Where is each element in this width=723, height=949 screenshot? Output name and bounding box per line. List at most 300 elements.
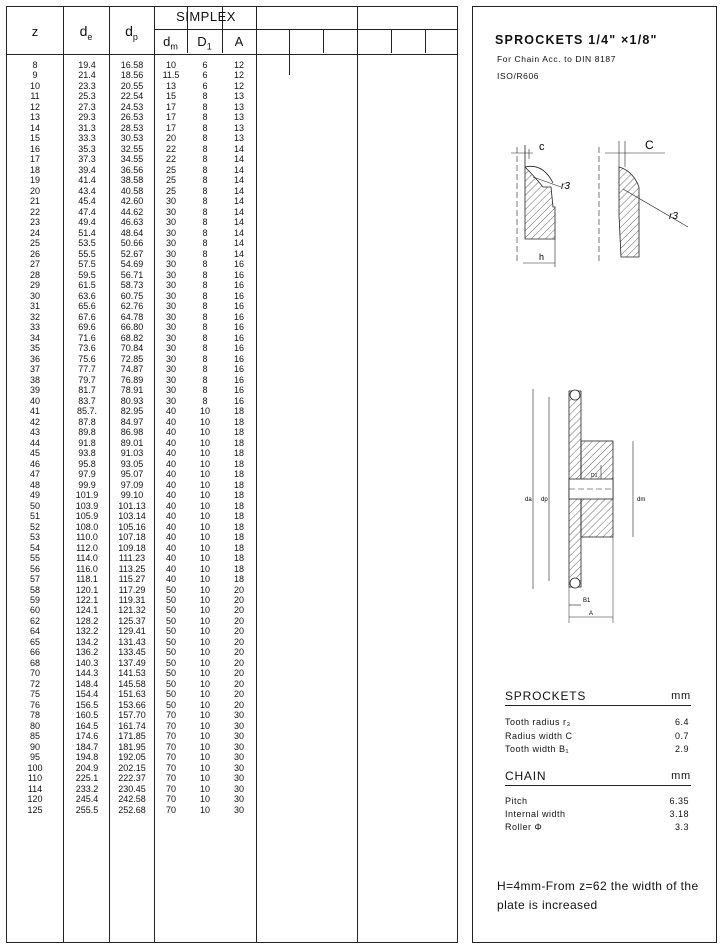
table-row (7, 217, 257, 228)
table-cell: 40 (29, 395, 40, 406)
table-cell: 87.8 (78, 416, 96, 427)
table-cell: 40 (165, 521, 176, 532)
table-cell: 20 (29, 185, 40, 196)
table-cell: 50 (165, 689, 176, 700)
table-cell: 242.58 (118, 794, 146, 805)
table-cell: 181.95 (118, 741, 146, 752)
table-cell: 76.89 (120, 374, 144, 385)
table-row (7, 112, 257, 123)
table-cell: 50.66 (120, 238, 144, 249)
table-cell: 56.71 (120, 269, 144, 280)
table-cell: 18 (233, 427, 244, 438)
table-cell: 42 (29, 416, 40, 427)
table-row (7, 522, 257, 533)
table-cell: 16 (233, 353, 244, 364)
table-cell: 49 (29, 490, 40, 501)
table-cell: 21 (29, 196, 40, 207)
table-cell: 40 (165, 416, 176, 427)
table-row (7, 238, 257, 249)
table-cell: 10 (199, 574, 210, 584)
table-cell: 44 (29, 437, 40, 448)
table-cell: 29.3 (78, 112, 96, 123)
table-cell: 15 (29, 133, 40, 144)
table-cell: 70 (165, 762, 176, 773)
table-cell: 30 (165, 248, 176, 259)
table-cell: 68 (29, 657, 40, 668)
table-cell: 10 (199, 594, 210, 605)
table-cell: 40 (165, 427, 176, 438)
table-cell: 16 (233, 395, 244, 406)
table-cell: 20 (165, 133, 176, 144)
table-cell: 17 (29, 154, 40, 165)
chain-heading: CHAIN mm (505, 769, 691, 786)
table-cell: 70 (165, 741, 176, 752)
table-row (7, 794, 257, 805)
table-cell: 70 (165, 752, 176, 763)
table-row (7, 322, 257, 333)
table-cell: 14 (233, 206, 244, 217)
table-cell: 15 (165, 91, 176, 102)
iso-standard: ISO/R606 (497, 71, 540, 81)
table-cell: 69.6 (78, 322, 96, 333)
table-cell: 91.8 (78, 437, 96, 448)
table-row (7, 123, 257, 134)
table-cell: 82.95 (120, 406, 144, 417)
label-d1: D1 (591, 473, 598, 479)
table-cell: 30 (165, 301, 176, 312)
table-cell: 140.3 (75, 657, 99, 668)
spec-row: Roller Φ 3.3 (505, 822, 689, 832)
table-cell: 19.4 (78, 60, 96, 70)
table-row (7, 259, 257, 270)
table-cell: 23 (29, 217, 40, 228)
table-cell: 22 (165, 143, 176, 154)
table-cell: 8 (202, 385, 208, 396)
header-dm: $d_m$ (163, 34, 178, 52)
table-row (7, 144, 257, 155)
table-cell: 14 (233, 185, 244, 196)
table-cell: 50 (29, 500, 40, 511)
table-cell: 46.63 (120, 217, 144, 228)
table-cell: 84.97 (120, 416, 144, 427)
table-cell: 27 (29, 259, 40, 270)
table-cell: 37 (29, 364, 40, 375)
table-cell: 59.5 (78, 269, 96, 280)
table-cell: 52 (29, 521, 40, 532)
table-cell: 18 (233, 490, 244, 501)
table-row (7, 385, 257, 396)
plate-width-note: H=4mm-From z=62 the width of the plate is increased (497, 879, 699, 912)
table-cell: 22 (29, 206, 40, 217)
table-cell: 50 (165, 699, 176, 710)
table-cell: 55.5 (78, 248, 96, 259)
table-row (7, 763, 257, 774)
table-cell: 16 (233, 374, 244, 385)
table-cell: 20 (233, 657, 244, 668)
table-cell: 63.6 (78, 290, 96, 301)
table-cell: 30 (29, 290, 40, 301)
header-de: $d_e$ (79, 23, 93, 42)
table-cell: 13 (165, 80, 176, 91)
table-cell: 14 (233, 227, 244, 238)
table-row (7, 186, 257, 197)
table-cell: 79.7 (78, 374, 96, 385)
table-cell: 18 (233, 563, 244, 574)
table-cell: 161.74 (118, 720, 146, 731)
table-row (7, 742, 257, 753)
table-cell: 25.3 (78, 91, 96, 102)
info-panel (472, 6, 717, 943)
table-cell: 132.2 (75, 626, 99, 637)
table-cell: 16 (233, 311, 244, 322)
table-cell: 74.87 (120, 364, 144, 375)
table-cell: 10 (199, 511, 210, 522)
table-cell: 16 (233, 269, 244, 280)
sprockets-heading: SPROCKETS mm (505, 689, 691, 706)
table-cell: 101.13 (118, 500, 146, 511)
table-cell: 40 (165, 469, 176, 480)
table-row (7, 553, 257, 564)
table-cell: 36 (29, 353, 40, 364)
spec-row: Internal width 3.18 (505, 809, 689, 819)
table-cell: 50 (165, 615, 176, 626)
table-cell: 30 (165, 217, 176, 228)
table-row (7, 585, 257, 596)
table-cell: 11 (30, 91, 40, 102)
table-cell: 8 (202, 311, 208, 322)
header-a: A (234, 34, 244, 49)
table-cell: 121.32 (118, 605, 146, 616)
table-cell: 174.6 (75, 731, 99, 742)
table-cell: 10 (199, 657, 210, 668)
table-row (7, 532, 257, 543)
table-cell: 23.3 (78, 80, 96, 91)
col-divider (323, 29, 324, 53)
table-cell: 78.91 (120, 385, 144, 396)
table-cell: 54 (29, 542, 40, 553)
table-cell: 6 (202, 60, 208, 70)
table-row (7, 448, 257, 459)
table-cell: 6 (202, 70, 208, 81)
table-cell: 50 (165, 605, 176, 616)
table-cell: 43 (29, 427, 40, 438)
table-cell: 18 (233, 553, 244, 564)
table-cell: 32.55 (120, 143, 144, 154)
table-cell: 41 (29, 406, 40, 417)
table-row (7, 731, 257, 742)
table-cell: 99.10 (120, 490, 144, 501)
table-row (7, 438, 257, 449)
table-cell: 10 (199, 773, 210, 784)
table-row (7, 773, 257, 784)
table-cell: 120 (27, 794, 43, 805)
table-cell: 40.58 (120, 185, 144, 196)
table-cell: 8 (202, 143, 208, 154)
table-cell: 53.5 (78, 238, 96, 249)
col-divider (357, 7, 358, 942)
table-cell: 25 (165, 175, 176, 186)
table-cell: 40 (165, 490, 176, 501)
table-cell: 8 (202, 374, 208, 385)
label-a: A (589, 611, 594, 617)
table-cell: 8 (202, 227, 208, 238)
table-cell: 10 (199, 741, 210, 752)
table-cell: 10 (199, 584, 210, 595)
table-cell: 137.49 (118, 657, 146, 668)
table-cell: 72 (29, 678, 40, 689)
table-cell: 30 (233, 804, 244, 815)
header-dp: $d_p$ (125, 23, 138, 42)
table-cell: 105.9 (75, 511, 99, 522)
table-cell: 153.66 (118, 699, 146, 710)
table-cell: 8 (202, 238, 208, 249)
table-cell: 30 (165, 238, 176, 249)
table-cell: 38 (29, 374, 40, 385)
table-cell: 78 (29, 710, 40, 721)
table-cell: 30 (165, 311, 176, 322)
table-cell: 16 (233, 364, 244, 375)
table-cell: 112.0 (76, 542, 98, 553)
table-cell: 16 (233, 343, 244, 354)
table-row (7, 207, 257, 218)
table-cell: 70 (165, 731, 176, 742)
table-row (7, 543, 257, 554)
table-cell: 222.37 (118, 773, 146, 784)
table-cell: 14 (233, 248, 244, 259)
table-cell: 164.5 (75, 720, 99, 731)
table-cell: 116.0 (76, 563, 98, 574)
table-cell: 16.58 (120, 60, 144, 70)
table-row (7, 616, 257, 627)
table-row (7, 700, 257, 711)
table-cell: 30 (233, 762, 244, 773)
table-cell: 8 (202, 206, 208, 217)
table-cell: 30 (165, 206, 176, 217)
table-cell: 114 (27, 783, 43, 794)
table-cell: 18 (233, 500, 244, 511)
table-cell: 30 (165, 364, 176, 375)
table-cell: 24.53 (120, 101, 144, 112)
table-row (7, 668, 257, 679)
table-cell: 14 (233, 175, 244, 186)
table-cell: 30 (233, 752, 244, 763)
table-cell: 38.58 (120, 175, 144, 186)
table-cell: 50 (165, 584, 176, 595)
table-cell: 33 (29, 322, 40, 333)
table-cell: 85 (29, 731, 40, 742)
table-cell: 14 (233, 217, 244, 228)
label-c-large: C (645, 138, 654, 152)
table-cell: 14 (233, 164, 244, 175)
table-cell: 10 (199, 678, 210, 689)
table-cell: 10 (199, 699, 210, 710)
table-cell: 18 (233, 469, 244, 480)
table-cell: 22 (165, 154, 176, 165)
table-cell: 50 (165, 668, 176, 679)
label-dm: dm (637, 497, 646, 503)
table-row (7, 469, 257, 480)
table-cell: 225.1 (75, 773, 99, 784)
table-row (7, 364, 257, 375)
table-cell: 50 (165, 626, 176, 637)
table-cell: 10 (199, 427, 210, 438)
table-cell: 76 (29, 699, 40, 710)
spec-row: Tooth radius r₃ 6.4 (505, 717, 689, 727)
table-row (7, 626, 257, 637)
table-cell: 30 (165, 353, 176, 364)
table-cell: 18 (233, 479, 244, 490)
table-cell: 70.84 (120, 343, 144, 354)
table-cell: 154.4 (75, 689, 99, 700)
table-cell: 95.8 (78, 458, 96, 469)
table-cell: 71.6 (78, 332, 96, 343)
table-cell: 10 (199, 668, 210, 679)
table-cell: 10 (199, 458, 210, 469)
table-cell: 20 (233, 594, 244, 605)
table-cell: 171.85 (118, 731, 146, 742)
table-cell: 204.9 (75, 762, 99, 773)
table-cell: 56 (29, 563, 40, 574)
table-cell: 131.43 (118, 636, 146, 647)
table-cell: 156.5 (75, 699, 99, 710)
table-cell: 18 (29, 164, 40, 175)
table-cell: 20 (233, 668, 244, 679)
table-cell: 10 (199, 469, 210, 480)
table-cell: 20.55 (120, 80, 144, 91)
spec-row: Tooth width B₁ 2.9 (505, 744, 689, 754)
table-cell: 10 (199, 448, 210, 459)
table-cell: 8 (202, 248, 208, 259)
label-da: da (525, 497, 532, 503)
table-cell: 8 (202, 185, 208, 196)
table-row (7, 501, 257, 512)
table-cell: 113.25 (118, 563, 146, 574)
table-cell: 10 (199, 710, 210, 721)
table-cell: 34 (29, 332, 40, 343)
header-divider (7, 54, 458, 55)
table-row (7, 343, 257, 354)
table-cell: 10 (199, 416, 210, 427)
table-row (7, 721, 257, 732)
table-cell: 10 (199, 720, 210, 731)
table-cell: 30 (233, 794, 244, 805)
table-cell: 25 (29, 238, 40, 249)
table-cell: 52.67 (120, 248, 144, 259)
table-cell: 18 (233, 511, 244, 522)
table-cell: 25 (165, 164, 176, 175)
table-row (7, 133, 257, 144)
table-cell: 22.54 (120, 91, 144, 102)
table-cell: 13 (233, 112, 244, 123)
table-cell: 10 (199, 636, 210, 647)
label-dp: dp (541, 497, 548, 503)
table-row (7, 564, 257, 575)
table-cell: 13 (233, 122, 244, 133)
table-cell: 40 (165, 542, 176, 553)
sprocket-table (6, 6, 458, 943)
table-cell: 14 (233, 196, 244, 207)
table-cell: 233.2 (75, 783, 99, 794)
table-row (7, 406, 257, 417)
table-cell: 18 (233, 532, 244, 543)
table-cell: 8 (202, 196, 208, 207)
table-cell: 8 (202, 217, 208, 228)
table-cell: 40 (165, 479, 176, 490)
spec-row: Pitch 6.35 (505, 796, 689, 806)
table-row (7, 511, 257, 522)
table-cell: 13 (233, 101, 244, 112)
table-cell: 8 (202, 91, 208, 102)
table-cell: 105.16 (118, 521, 146, 532)
table-cell: 107.18 (118, 532, 146, 543)
table-cell: 95 (29, 752, 40, 763)
table-cell: 50 (165, 594, 176, 605)
table-cell: 18 (233, 406, 244, 417)
table-cell: 141.53 (118, 668, 146, 679)
table-cell: 117.29 (118, 584, 146, 595)
label-b1: B1 (583, 598, 591, 604)
table-cell: 57.5 (78, 259, 96, 270)
table-row (7, 70, 257, 81)
table-cell: 30 (165, 269, 176, 280)
table-cell: 10 (199, 553, 210, 564)
table-cell: 31.3 (78, 122, 96, 133)
table-cell: 29 (29, 280, 40, 291)
table-cell: 50 (165, 657, 176, 668)
table-cell: 33.3 (78, 133, 96, 144)
table-cell: 86.98 (120, 427, 144, 438)
table-cell: 48.64 (120, 227, 144, 238)
table-cell: 13 (233, 133, 244, 144)
table-cell: 43.4 (78, 185, 96, 196)
table-cell: 184.7 (75, 741, 99, 752)
table-cell: 19 (29, 175, 40, 186)
table-cell: 18 (233, 458, 244, 469)
table-cell: 12 (233, 80, 244, 91)
table-cell: 49.4 (78, 217, 96, 228)
table-cell: 128.2 (75, 615, 99, 626)
table-cell: 10 (165, 60, 176, 70)
table-cell: 160.5 (75, 710, 99, 721)
table-cell: 51.4 (78, 227, 96, 238)
table-cell: 18 (233, 448, 244, 459)
table-cell: 16 (29, 143, 40, 154)
table-cell: 10 (199, 783, 210, 794)
table-cell: 34.55 (120, 154, 144, 165)
table-cell: 20 (233, 636, 244, 647)
table-cell: 8 (202, 122, 208, 133)
table-cell: 13 (233, 91, 244, 102)
table-cell: 119.31 (118, 594, 146, 605)
table-row (7, 102, 257, 113)
table-cell: 16 (233, 301, 244, 312)
page-title: SPROCKETS 1/4" ×1/8" (495, 33, 658, 47)
table-cell: 53 (29, 532, 40, 543)
table-cell: 30 (165, 196, 176, 207)
table-cell: 20 (233, 678, 244, 689)
table-cell: 30 (165, 227, 176, 238)
table-cell: 40 (165, 448, 176, 459)
table-cell: 54.69 (120, 259, 144, 270)
table-cell: 101.9 (75, 490, 99, 501)
table-cell: 10 (199, 605, 210, 616)
table-cell: 27.3 (78, 101, 96, 112)
header-divider (154, 29, 458, 30)
table-cell: 26 (29, 248, 40, 259)
table-cell: 10 (199, 490, 210, 501)
table-cell: 10 (199, 752, 210, 763)
col-divider (289, 29, 290, 75)
